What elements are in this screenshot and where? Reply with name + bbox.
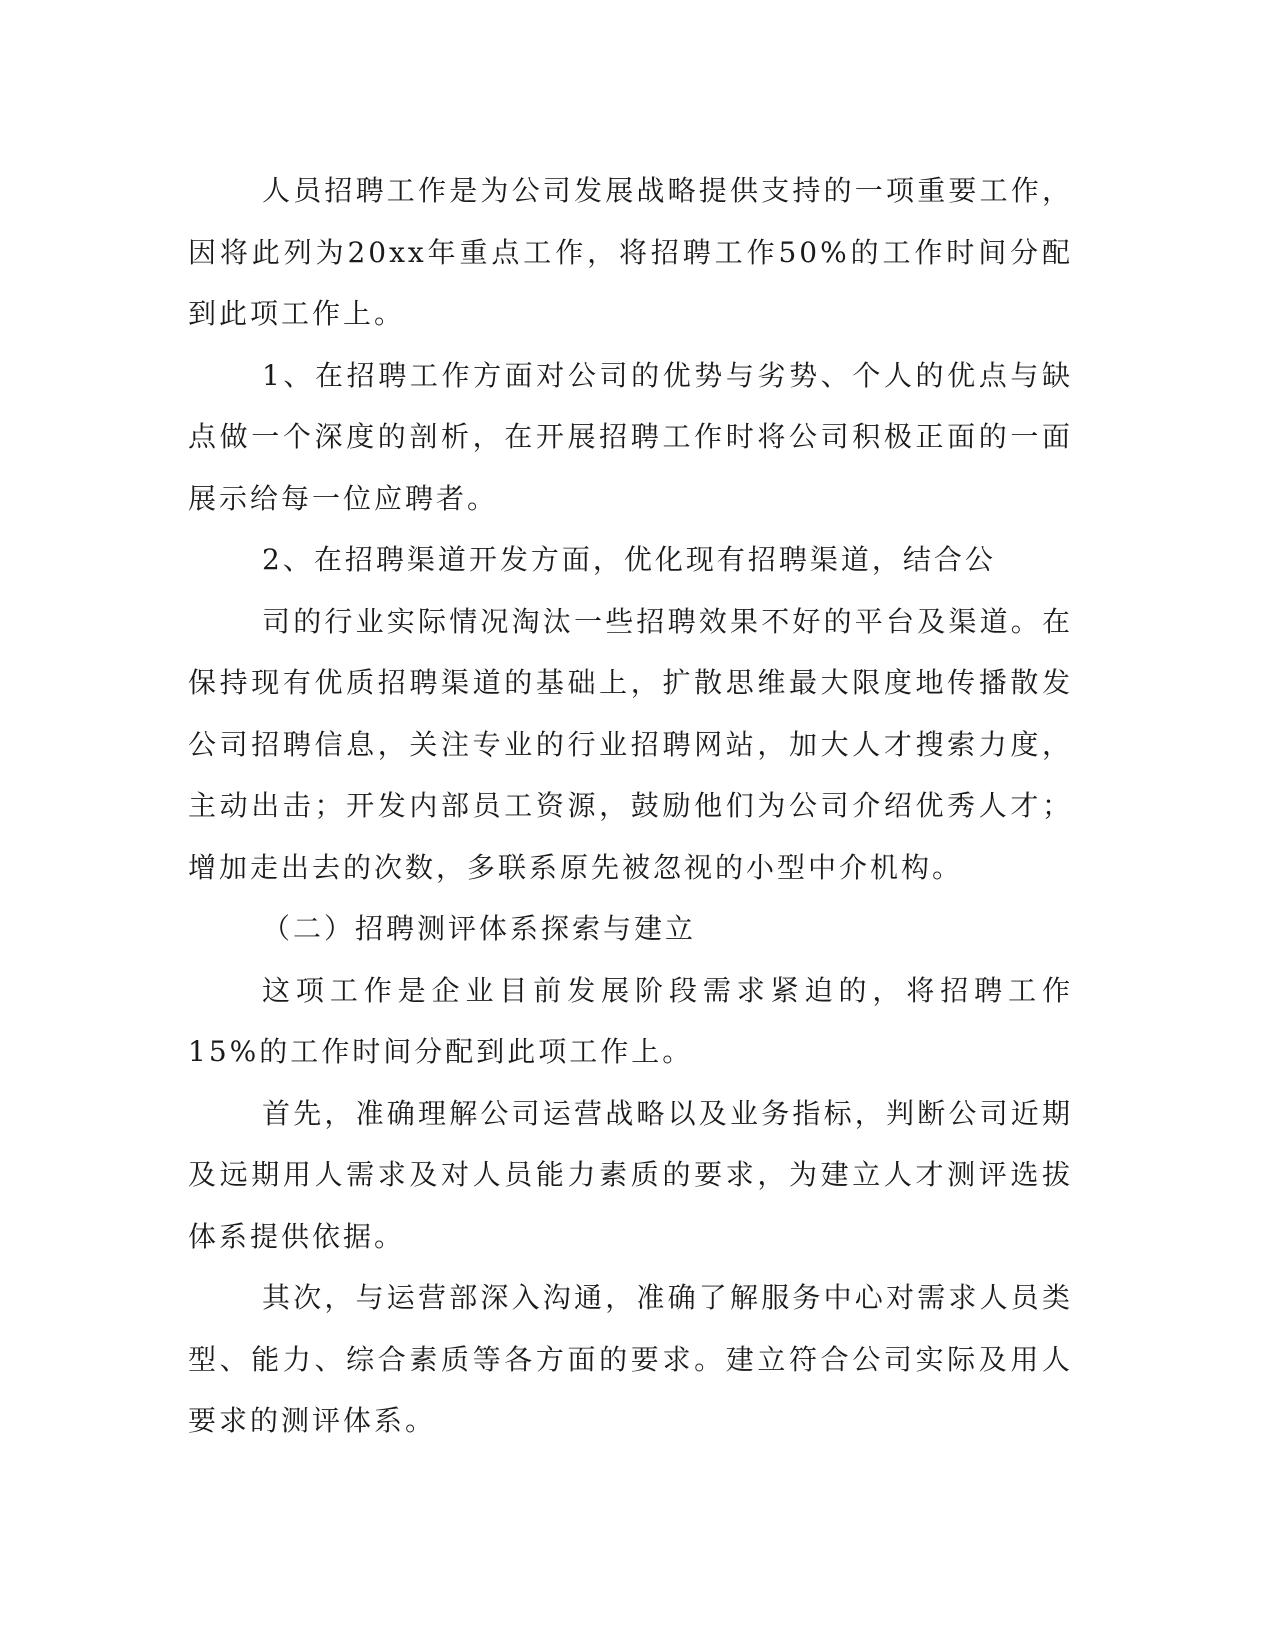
paragraph-point-2-continued: 司的行业实际情况淘汰一些招聘效果不好的平台及渠道。在保持现有优质招聘渠道的基础上，扩散思维最大限度地传播散发公司招聘信息，关注专业的行业招聘网站，加大人才搜索力度，主动出击；开发内部员工资源，鼓励他们为公司介绍优秀人才；增加走出去的次数，多联系原先被忽视的小型中介机构。 xyxy=(188,604,1073,884)
paragraph-recruitment-intro: 人员招聘工作是为公司发展战略提供支持的一项重要工作，因将此列为20xx年重点工作，将招聘工作50%的工作时间分配到此项工作上。 xyxy=(188,174,1073,330)
paragraph-second-step: 其次，与运营部深入沟通，准确了解服务中心对需求人员类型、能力、综合素质等各方面的要求。建立符合公司实际及用人要求的测评体系。 xyxy=(188,1281,1073,1437)
paragraph-first-step: 首先，准确理解公司运营战略以及业务指标，判断公司近期及远期用人需求及对人员能力素质的要求，为建立人才测评选拔体系提供依据。 xyxy=(188,1096,1073,1253)
section-heading-assessment: （二）招聘测评体系探索与建立 xyxy=(262,912,697,945)
paragraph-point-2: 2、在招聘渠道开发方面，优化现有招聘渠道，结合公 xyxy=(262,543,996,576)
paragraph-point-1: 1、在招聘工作方面对公司的优势与劣势、个人的优点与缺点做一个深度的剖析，在开展招聘工作时将公司积极正面的一面展示给每一位应聘者。 xyxy=(188,358,1073,515)
document-body xyxy=(188,160,1073,1452)
paragraph-assessment-intro: 这项工作是企业目前发展阶段需求紧迫的，将招聘工作15%的工作时间分配到此项工作上。 xyxy=(188,973,1073,1068)
